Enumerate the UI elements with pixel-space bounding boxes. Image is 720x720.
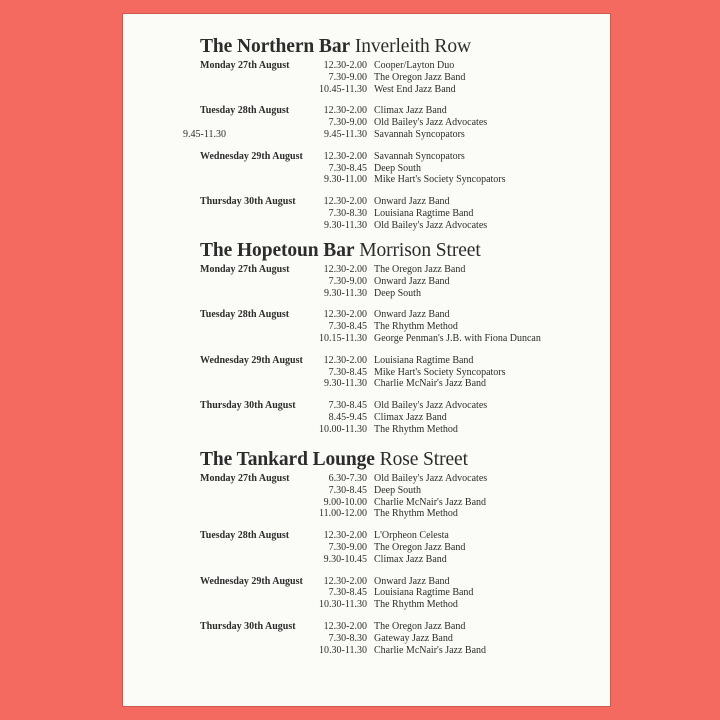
band-name: The Oregon Jazz Band (374, 620, 466, 632)
band-name: Louisiana Ragtime Band (374, 207, 474, 219)
day-label: Monday 27th August (200, 264, 290, 275)
band-name: Savannah Syncopators (374, 128, 465, 140)
venue-hopetoun-bar (200, 240, 610, 446)
time-slot: 7.30-8.30 (328, 207, 367, 219)
venue-title (200, 240, 610, 264)
day-label: Wednesday 29th August (200, 150, 303, 162)
schedule-row (278, 309, 610, 321)
time-slot: 10.30-11.30 (319, 599, 367, 611)
day-block (200, 400, 610, 435)
venue-northern-bar (183, 36, 610, 242)
schedule-row (278, 645, 610, 657)
schedule-row (278, 542, 610, 554)
venue-name: The Northern Bar (200, 36, 351, 57)
band-name: Old Bailey's Jazz Advocates (374, 473, 488, 484)
band-name: The Rhythm Method (374, 423, 458, 435)
time-slot: 7.30-8.45 (328, 587, 367, 599)
schedule-row (278, 288, 610, 300)
time-slot: 12.30-2.00 (323, 150, 367, 162)
schedule-row (278, 485, 610, 497)
venue-street: Morrison Street (359, 240, 481, 261)
schedule-row (278, 599, 610, 611)
time-slot: 9.30-11.30 (324, 287, 367, 299)
schedule-row (278, 530, 610, 542)
time-slot: 11.00-12.00 (319, 508, 367, 520)
band-name: Cooper/Layton Duo (374, 60, 455, 71)
schedule-row (278, 72, 610, 84)
time-slot: 10.00-11.30 (319, 423, 367, 435)
time-slot: 8.45-9.45 (328, 411, 367, 423)
band-name: Mike Hart's Society Syncopators (374, 366, 506, 378)
day-label: Thursday 30th August (200, 400, 296, 412)
day-block (200, 473, 610, 520)
time-slot: 7.30-9.00 (328, 117, 367, 129)
day-label: Tuesday 28th August (200, 530, 290, 542)
schedule-row (278, 587, 610, 599)
band-name: Savannah Syncopators (374, 150, 465, 162)
day-label: Tuesday 28th August (200, 105, 290, 117)
time-slot: 6.30-7.30 (328, 473, 367, 484)
band-name: Climax Jazz Band (374, 553, 447, 565)
band-name: Old Bailey's Jazz Advocates (374, 400, 488, 412)
schedule-row (278, 220, 610, 232)
schedule-row (278, 412, 610, 424)
band-name: Deep South (374, 484, 421, 496)
time-slot: 9.30-11.30 (324, 219, 367, 231)
time-slot: 10.15-11.30 (319, 332, 367, 344)
time-slot: 12.30-2.00 (323, 264, 367, 275)
band-name: Deep South (374, 287, 421, 299)
time-slot: 12.30-2.00 (323, 575, 367, 587)
schedule-row (278, 473, 610, 485)
time-slot: 7.30-9.00 (328, 541, 367, 553)
schedule-row (278, 333, 610, 345)
band-name: The Oregon Jazz Band (374, 541, 466, 553)
schedule-row (278, 367, 610, 379)
time-slot: 12.30-2.00 (323, 354, 367, 366)
band-name: Onward Jazz Band (374, 196, 450, 208)
schedule-row (278, 508, 610, 520)
band-name: Charlie McNair's Jazz Band (374, 378, 487, 390)
band-name: The Rhythm Method (374, 321, 458, 333)
stray-time-note: 9.45-11.30 (183, 128, 226, 140)
day-block (183, 105, 610, 140)
band-name: Charlie McNair's Jazz Band (374, 496, 487, 508)
venue-name: The Tankard Lounge (200, 449, 375, 470)
venue-title (200, 36, 610, 60)
schedule-row (278, 151, 610, 163)
band-name: Onward Jazz Band (374, 575, 450, 587)
time-slot: 12.30-2.00 (323, 60, 367, 71)
time-slot: 7.30-9.00 (328, 275, 367, 287)
schedule-row (278, 424, 610, 436)
day-block (200, 60, 610, 95)
band-name: L'Orpheon Celesta (374, 530, 449, 542)
time-slot: 10.30-11.30 (319, 644, 367, 656)
venue-street: Inverleith Row (354, 36, 471, 57)
day-label: Thursday 30th August (200, 620, 296, 632)
band-name: Charlie McNair's Jazz Band (374, 644, 487, 656)
time-slot: 9.30-11.00 (324, 174, 367, 186)
time-slot: 7.30-8.45 (328, 484, 367, 496)
schedule-row (278, 355, 610, 367)
band-name: Louisiana Ragtime Band (374, 354, 474, 366)
time-slot: 10.45-11.30 (319, 83, 367, 95)
schedule-row (278, 196, 610, 208)
day-label: Monday 27th August (200, 60, 290, 71)
schedule-row (278, 174, 610, 186)
schedule-row (278, 621, 610, 633)
day-block (200, 355, 610, 390)
band-name: The Rhythm Method (374, 508, 458, 520)
band-name: The Oregon Jazz Band (374, 264, 466, 275)
day-block (200, 621, 610, 656)
programme-page (123, 14, 610, 706)
band-name: The Rhythm Method (374, 599, 458, 611)
day-block (200, 264, 610, 299)
band-name: West End Jazz Band (374, 83, 456, 95)
schedule-row (278, 84, 610, 96)
band-name: Old Bailey's Jazz Advocates (374, 117, 488, 129)
day-label: Tuesday 28th August (200, 309, 290, 321)
day-block (200, 576, 610, 611)
schedule-row (278, 576, 610, 588)
band-name: Gateway Jazz Band (374, 632, 453, 644)
time-slot: 7.30-8.45 (328, 366, 367, 378)
schedule-row (278, 117, 610, 129)
schedule-row (278, 554, 610, 566)
band-name: Climax Jazz Band (374, 105, 447, 117)
band-name: Old Bailey's Jazz Advocates (374, 219, 488, 231)
time-slot: 7.30-8.30 (328, 632, 367, 644)
time-slot: 9.00-10.00 (323, 496, 367, 508)
schedule-row (278, 400, 610, 412)
venue-street: Rose Street (379, 449, 468, 470)
venue-name: The Hopetoun Bar (200, 240, 355, 261)
schedule-row (278, 321, 610, 333)
time-slot: 9.30-10.45 (323, 553, 367, 565)
band-name: Onward Jazz Band (374, 309, 450, 321)
schedule-row (278, 60, 610, 72)
band-name: Mike Hart's Society Syncopators (374, 174, 506, 186)
venue-title (200, 449, 610, 473)
schedule-row (278, 378, 610, 390)
time-slot: 9.30-11.30 (324, 378, 367, 390)
schedule-row (278, 276, 610, 288)
band-name: Onward Jazz Band (374, 275, 450, 287)
time-slot: 9.45-11.30 (324, 128, 367, 140)
day-block (200, 309, 610, 344)
time-slot: 7.30-8.45 (328, 321, 367, 333)
time-slot: 12.30-2.00 (323, 530, 367, 542)
day-label: Wednesday 29th August (200, 575, 303, 587)
band-name: The Oregon Jazz Band (374, 71, 466, 83)
schedule-row (278, 633, 610, 645)
time-slot: 7.30-9.00 (328, 71, 367, 83)
day-block (200, 196, 610, 231)
day-label: Monday 27th August (200, 473, 290, 484)
time-slot: 12.30-2.00 (323, 105, 367, 117)
schedule-row (278, 105, 610, 117)
day-label: Wednesday 29th August (200, 354, 303, 366)
schedule-row (278, 129, 610, 141)
band-name: Deep South (374, 162, 421, 174)
day-block (200, 151, 610, 186)
schedule-row (278, 497, 610, 509)
day-block (200, 530, 610, 565)
time-slot: 12.30-2.00 (323, 309, 367, 321)
schedule-row (278, 208, 610, 220)
day-label: Thursday 30th August (200, 196, 296, 208)
time-slot: 12.30-2.00 (323, 196, 367, 208)
band-name: Climax Jazz Band (374, 411, 447, 423)
venue-tankard-lounge (200, 449, 610, 666)
schedule-row (278, 163, 610, 175)
time-slot: 12.30-2.00 (323, 620, 367, 632)
band-name: George Penman's J.B. with Fiona Duncan (374, 332, 541, 344)
time-slot: 7.30-8.45 (328, 400, 367, 412)
band-name: Louisiana Ragtime Band (374, 587, 474, 599)
time-slot: 7.30-8.45 (328, 162, 367, 174)
schedule-row (278, 264, 610, 276)
